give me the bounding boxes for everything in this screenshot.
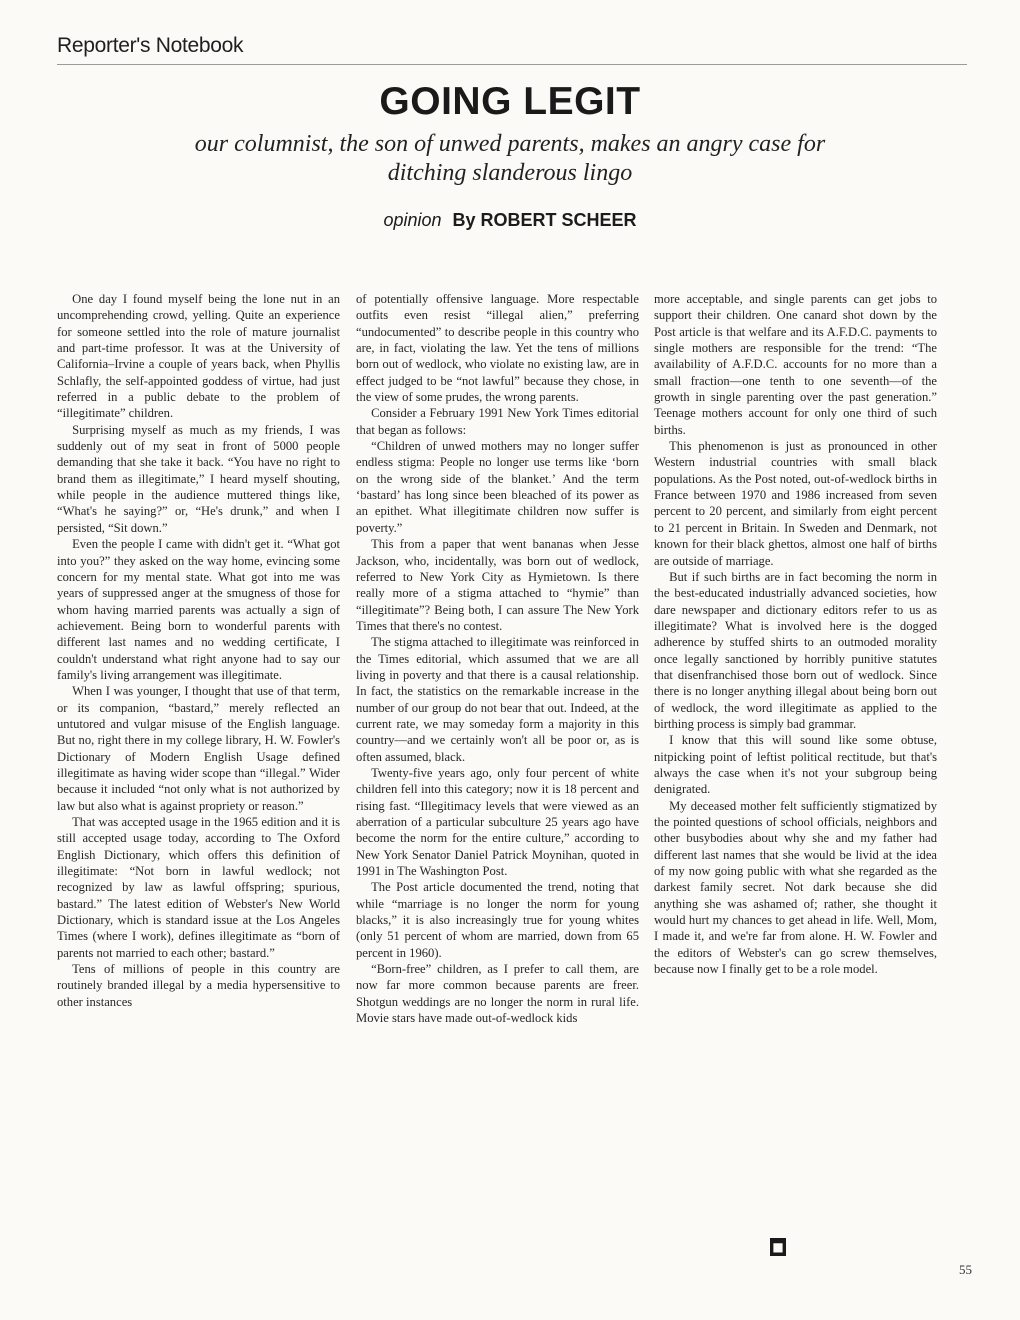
- article-paragraph: This from a paper that went bananas when Jesse Jackson, who, incidentally, was born out of wedlock, referred to New York City as Hymietown. Is there really more of a stigma attached to “hymie” than “illegitimate”? Being both, I can assure The New York Times that there's no contest.: [356, 537, 639, 633]
- article-paragraph: more acceptable, and single parents can get jobs to support their children. One canard shot down by the Post article is that welfare and its A.F.D.C. payments to single mothers are responsible for the trend: “The availability of A.F.D.C. accounts for no more than a small fraction—one tenth to one seventh—of the growth in single parenting over the past generation.” Teenage mothers account for only one third of such births.: [654, 292, 937, 437]
- page-number: 55: [959, 1262, 972, 1277]
- article-paragraph: “Born-free” children, as I prefer to call them, are now far more common because parents are freer. Shotgun weddings are no longer the norm in rural life. Movie stars have made out-of-wedlock kids: [356, 962, 639, 1026]
- article-paragraph: Surprising myself as much as my friends, I was suddenly out of my seat in front of 5000 people demanding that she take it back. “You have no right to brand them as illegitimate,” I heard myself shouting, while people in the audience muttered things like, “What's he saying?” or, “He's drunk,” and when I persisted, “Sit down.”: [57, 422, 340, 535]
- byline: [0, 210, 1020, 231]
- article-paragraph: The Post article documented the trend, noting that while “marriage is no longer the norm for young blacks,” it is also increasingly true for young whites (only 51 percent of whom are married, down from 65 percent in 1960).: [356, 880, 639, 960]
- article-column-2: [356, 291, 639, 1026]
- article-paragraph: That was accepted usage in the 1965 edition and it is still accepted usage today, according to The Oxford English Dictionary, which offers this definition of illegitimate: “Not born in lawful wedlock; not recognized by law as lawful offspring; spurious, bastard.” The latest edition of Webster's New World Dictionary, which is standard issue at the Los Angeles Times (where I work), defines illegitimate as “born of parents not married to each other; bastard.”: [57, 815, 340, 960]
- article-paragraph: My deceased mother felt sufficiently stigmatized by the pointed questions of school officials, neighbors and other busybodies about why she and my father had different last names that she would be livid at the idea of my now going public with what she regarded as the darkest family secret. Not dark because she did anything she was ashamed of; rather, she thought it would hurt my chances to get ahead in life. Well, Mom, I made it, and we're far from alone. H. W. Fowler and the editors of Webster's can go screw themselves, because now I finally get to be a role model.: [654, 798, 937, 977]
- article-paragraph: I know that this will sound like some obtuse, nitpicking point of leftist political rectitude, but that's always the case when it's not your subgroup being denigrated.: [654, 733, 937, 797]
- article-paragraph: When I was younger, I thought that use of that term, or its companion, “bastard,” merely reflected an untutored and vulgar misuse of the English language. But no, right there in my college library, H. W. Fowler's Dictionary of Modern English Usage defined illegitimate as having wider scope than “illegal.” Wider because it included “not only what is not authorized by law but also what is against propriety or reason.”: [57, 684, 340, 813]
- article-paragraph: Consider a February 1991 New York Times editorial that began as follows:: [356, 406, 639, 437]
- article-column-3: [654, 291, 937, 977]
- rabbit-head-logo-icon: ■: [770, 1238, 786, 1256]
- article-paragraph: of potentially offensive language. More respectable outfits even resist “illegal alien,” preferring “undocumented” to describe people in this country who are, in fact, violating the law. Yet the tens of millions born out of wedlock, who violate no existing law, are in effect judged to be “not lawful” because they chose, in the view of some prudes, the wrong parents.: [356, 292, 639, 405]
- article-paragraph: One day I found myself being the lone nut in an uncomprehending crowd, yelling. Quite an experience for someone settled into the role of mature journalist and part-time professor. It was at the University of California–Irvine a couple of years back, when Phyllis Schlafly, the self-appointed goddess of virtue, had just referred in a public debate to the problem of “illegitimate” children.: [57, 292, 340, 421]
- article-paragraph: Twenty-five years ago, only four percent of white children fell into this category; now it is 18 percent and rising fast. “Illegitimacy levels that were viewed as an aberration of a particular subculture 25 years ago have become the norm for the entire culture,” according to New York Senator Daniel Patrick Moynihan, quoted in 1991 in The Washington Post.: [356, 765, 639, 879]
- article-paragraph: The stigma attached to illegitimate was reinforced in the Times editorial, which assumed that we are all living in poverty and that there is a causal relationship. In fact, the statistics on the remarkable increase in the number of our group do not bear that out. Indeed, at the current rate, we may someday form a majority in this country—and we certainly won't all be poor or, as is often assumed, black.: [356, 635, 639, 764]
- article-paragraph: Tens of millions of people in this country are routinely branded illegal by a media hypersensitive to other instances: [57, 962, 340, 1009]
- section-label: Reporter's Notebook: [57, 34, 244, 57]
- article-paragraph: “Children of unwed mothers may no longer suffer endless stigma: People no longer use terms like ‘born on the wrong side of the blanket.’ And the term ‘bastard’ has long since been bleached of its power as an epithet. What illegitimate children now suffer is poverty.”: [356, 439, 639, 535]
- section-rule: [57, 64, 967, 65]
- article-paragraph: This phenomenon is just as pronounced in other Western industrial countries with small black populations. As the Post noted, out-of-wedlock births in France between 1970 and 1986 increased from seven percent to 20 percent, and similarly from eight percent to 21 percent in Britain. In Sweden and Denmark, not known for their black ghettos, almost one half of births are outside of marriage.: [654, 439, 937, 568]
- article-paragraph: But if such births are in fact becoming the norm in the best-educated industrially advanced societies, how dare newspaper and dictionary editors refer to us as illegitimate? What is involved here is the dogged adherence by stuffed shirts to an outmoded morality once legally sanctioned by horribly punitive statutes that disenfranchised those born out of wedlock. Since there is no longer anything illegal about being born out of wedlock, the word illegitimate as applied to the birthing process is simply bad grammar.: [654, 569, 937, 731]
- article-paragraph: Even the people I came with didn't get it. “What got into you?” they asked on the way home, evincing some concern for my mental state. What got into me was years of suppressed anger at the smugness of those for whom having married parents was actually a sign of achievement. Being born to wonderful parents with different last names and no wedding certificate, I couldn't understand what right anyone had to say our family's living arrangement was illegitimate.: [57, 537, 340, 682]
- article-column-1: [57, 291, 340, 1010]
- headline: GOING LEGIT: [379, 80, 641, 123]
- byline-author: By ROBERT SCHEER: [452, 210, 637, 230]
- dek: our columnist, the son of unwed parents, makes an angry case for ditching slanderous lingo: [194, 131, 826, 186]
- byline-kind: opinion: [383, 210, 442, 230]
